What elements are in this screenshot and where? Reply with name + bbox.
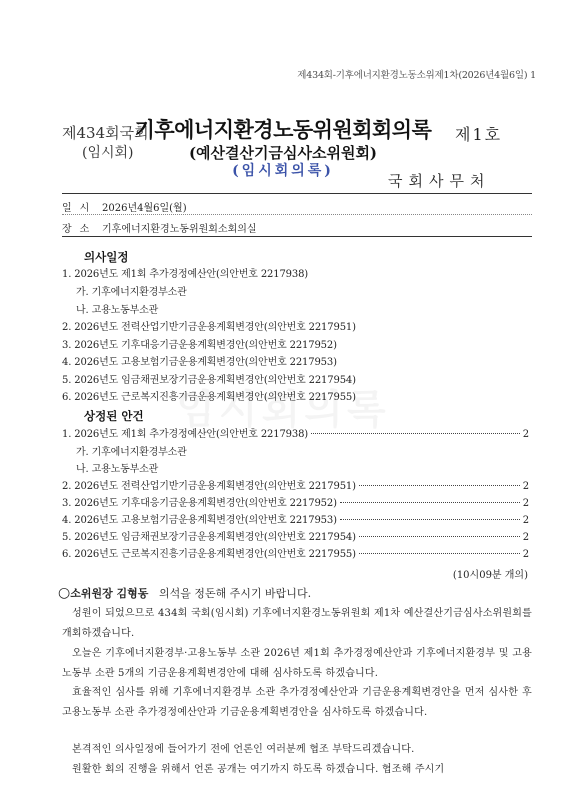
toc-subentry: 가. 기후에너지환경부소관	[76, 447, 187, 458]
running-header: 제434회-기후에너지환경노동소위제1차(2026년4월6일) 1	[297, 70, 536, 81]
date-label: 일시	[62, 203, 98, 214]
toc-entry[interactable]	[62, 545, 529, 560]
toc-entry-text: 6. 2026년도 근로복지진흥기금운용계획변경안(의안번호 2217955)	[62, 549, 356, 560]
toc-entry-text: 5. 2026년도 임금채권보장기금운용계획변경안(의안번호 2217954)	[62, 532, 356, 543]
speech-text: 의석을 정돈해 주시기 바랍니다.	[158, 587, 312, 600]
toc-page: 2	[522, 481, 529, 492]
toc-entry[interactable]	[62, 425, 529, 440]
agenda-heading: 의사일정	[84, 250, 129, 264]
toc-entry-text: 3. 2026년도 기후대응기금운용계획변경안(의안번호 2217952)	[62, 498, 337, 509]
agenda-item: 1. 2026년도 제1회 추가경정예산안(의안번호 2217938)	[62, 269, 309, 280]
toc-entry-text: 2. 2026년도 전력산업기반기금운용계획변경안(의안번호 2217951)	[62, 481, 356, 492]
speech-paragraph: 원활한 회의 진행을 위해서 언론 공개는 여기까지 하도록 하겠습니다. 협조해 주시기	[72, 764, 445, 775]
leader-dots	[359, 485, 520, 486]
toc-page: 2	[522, 498, 529, 509]
toc-page: 2	[522, 429, 529, 440]
toc-entry[interactable]	[62, 511, 529, 526]
place-value: 기후에너지환경노동위원회소회의실	[102, 224, 257, 235]
toc-entry-text: 1. 2026년도 제1회 추가경정예산안(의안번호 2217938)	[62, 429, 309, 440]
speaker-mark: ○	[58, 585, 71, 601]
session-type: (임시회)	[82, 145, 134, 161]
meeting-open-time: (10시09분 개의)	[452, 570, 528, 581]
toc-heading: 상정된 안건	[84, 409, 144, 423]
divider	[62, 236, 532, 237]
agenda-item: 2. 2026년도 전력산업기반기금운용계획변경안(의안번호 2217951)	[62, 322, 356, 333]
toc-entry-text: 4. 2026년도 고용보험기금운용계획변경안(의안번호 2217953)	[62, 515, 337, 526]
leader-dots	[340, 502, 520, 503]
toc-entry[interactable]	[62, 477, 529, 492]
toc-subentry: 나. 고용노동부소관	[76, 464, 159, 475]
speaker-name: 소위원장 김형동	[70, 587, 149, 600]
agenda-item: 3. 2026년도 기후대응기금운용계획변경안(의안번호 2217952)	[62, 340, 337, 351]
leader-dots	[359, 553, 520, 554]
leader-dots	[311, 433, 520, 434]
speech-paragraph: 성원이 되었으므로 434회 국회(임시회) 기후에너지환경노동위원회 제1차 예산결산기금심사소위원회를 개회하겠습니다.	[62, 608, 532, 639]
speech-paragraph: 효율적인 심사를 위해 기후에너지환경부 소관 추가경정예산안과 기금운용계획변경안을 먼저 심사한 후 고용노동부 소관 추가경정예산안과 기금운용계획변경안을 심사하도록 하겠습니다.	[62, 687, 532, 718]
agenda-item: 6. 2026년도 근로복지진흥기금운용계획변경안(의안번호 2217955)	[62, 392, 356, 403]
date-value: 2026년4월6일(월)	[102, 203, 187, 214]
toc-page: 2	[522, 549, 529, 560]
provisional-tag: (임시회의록)	[232, 163, 334, 179]
divider	[62, 193, 532, 194]
agenda-item: 5. 2026년도 임금채권보장기금운용계획변경안(의안번호 2217954)	[62, 375, 356, 386]
document-subtitle: (예산결산기금심사소위원회)	[188, 144, 378, 162]
publisher: 국회사무처	[388, 172, 491, 190]
speech-paragraph: 오늘은 기후에너지환경부·고용노동부 소관 2026년 제1회 추가경정예산안과 기후에너지환경부 및 고용노동부 소관 5개의 기금운용계획변경안에 대해 심사하도록 하겠습니다.	[62, 648, 532, 679]
document-title: 기후에너지환경노동위원회회의록	[134, 117, 432, 142]
agenda-item: 가. 기후에너지환경부소관	[76, 287, 187, 298]
leader-dots	[340, 519, 520, 520]
toc-page: 2	[522, 532, 529, 543]
speaker-line	[58, 585, 311, 601]
toc-entry[interactable]	[62, 494, 529, 509]
meeting-date	[62, 199, 187, 214]
meeting-place	[62, 220, 257, 235]
speech-paragraph: 본격적인 의사일정에 들어가기 전에 언론인 여러분께 협조 부탁드리겠습니다.	[72, 744, 415, 755]
divider	[62, 214, 532, 215]
place-label: 장소	[62, 224, 98, 235]
toc-page: 2	[522, 515, 529, 526]
agenda-item: 나. 고용노동부소관	[76, 305, 159, 316]
agenda-item: 4. 2026년도 고용보험기금운용계획변경안(의안번호 2217953)	[62, 357, 337, 368]
toc-entry[interactable]	[62, 528, 529, 543]
leader-dots	[359, 536, 520, 537]
issue-number: 제1호	[455, 125, 503, 144]
session-number: 제434회국회	[62, 124, 149, 142]
